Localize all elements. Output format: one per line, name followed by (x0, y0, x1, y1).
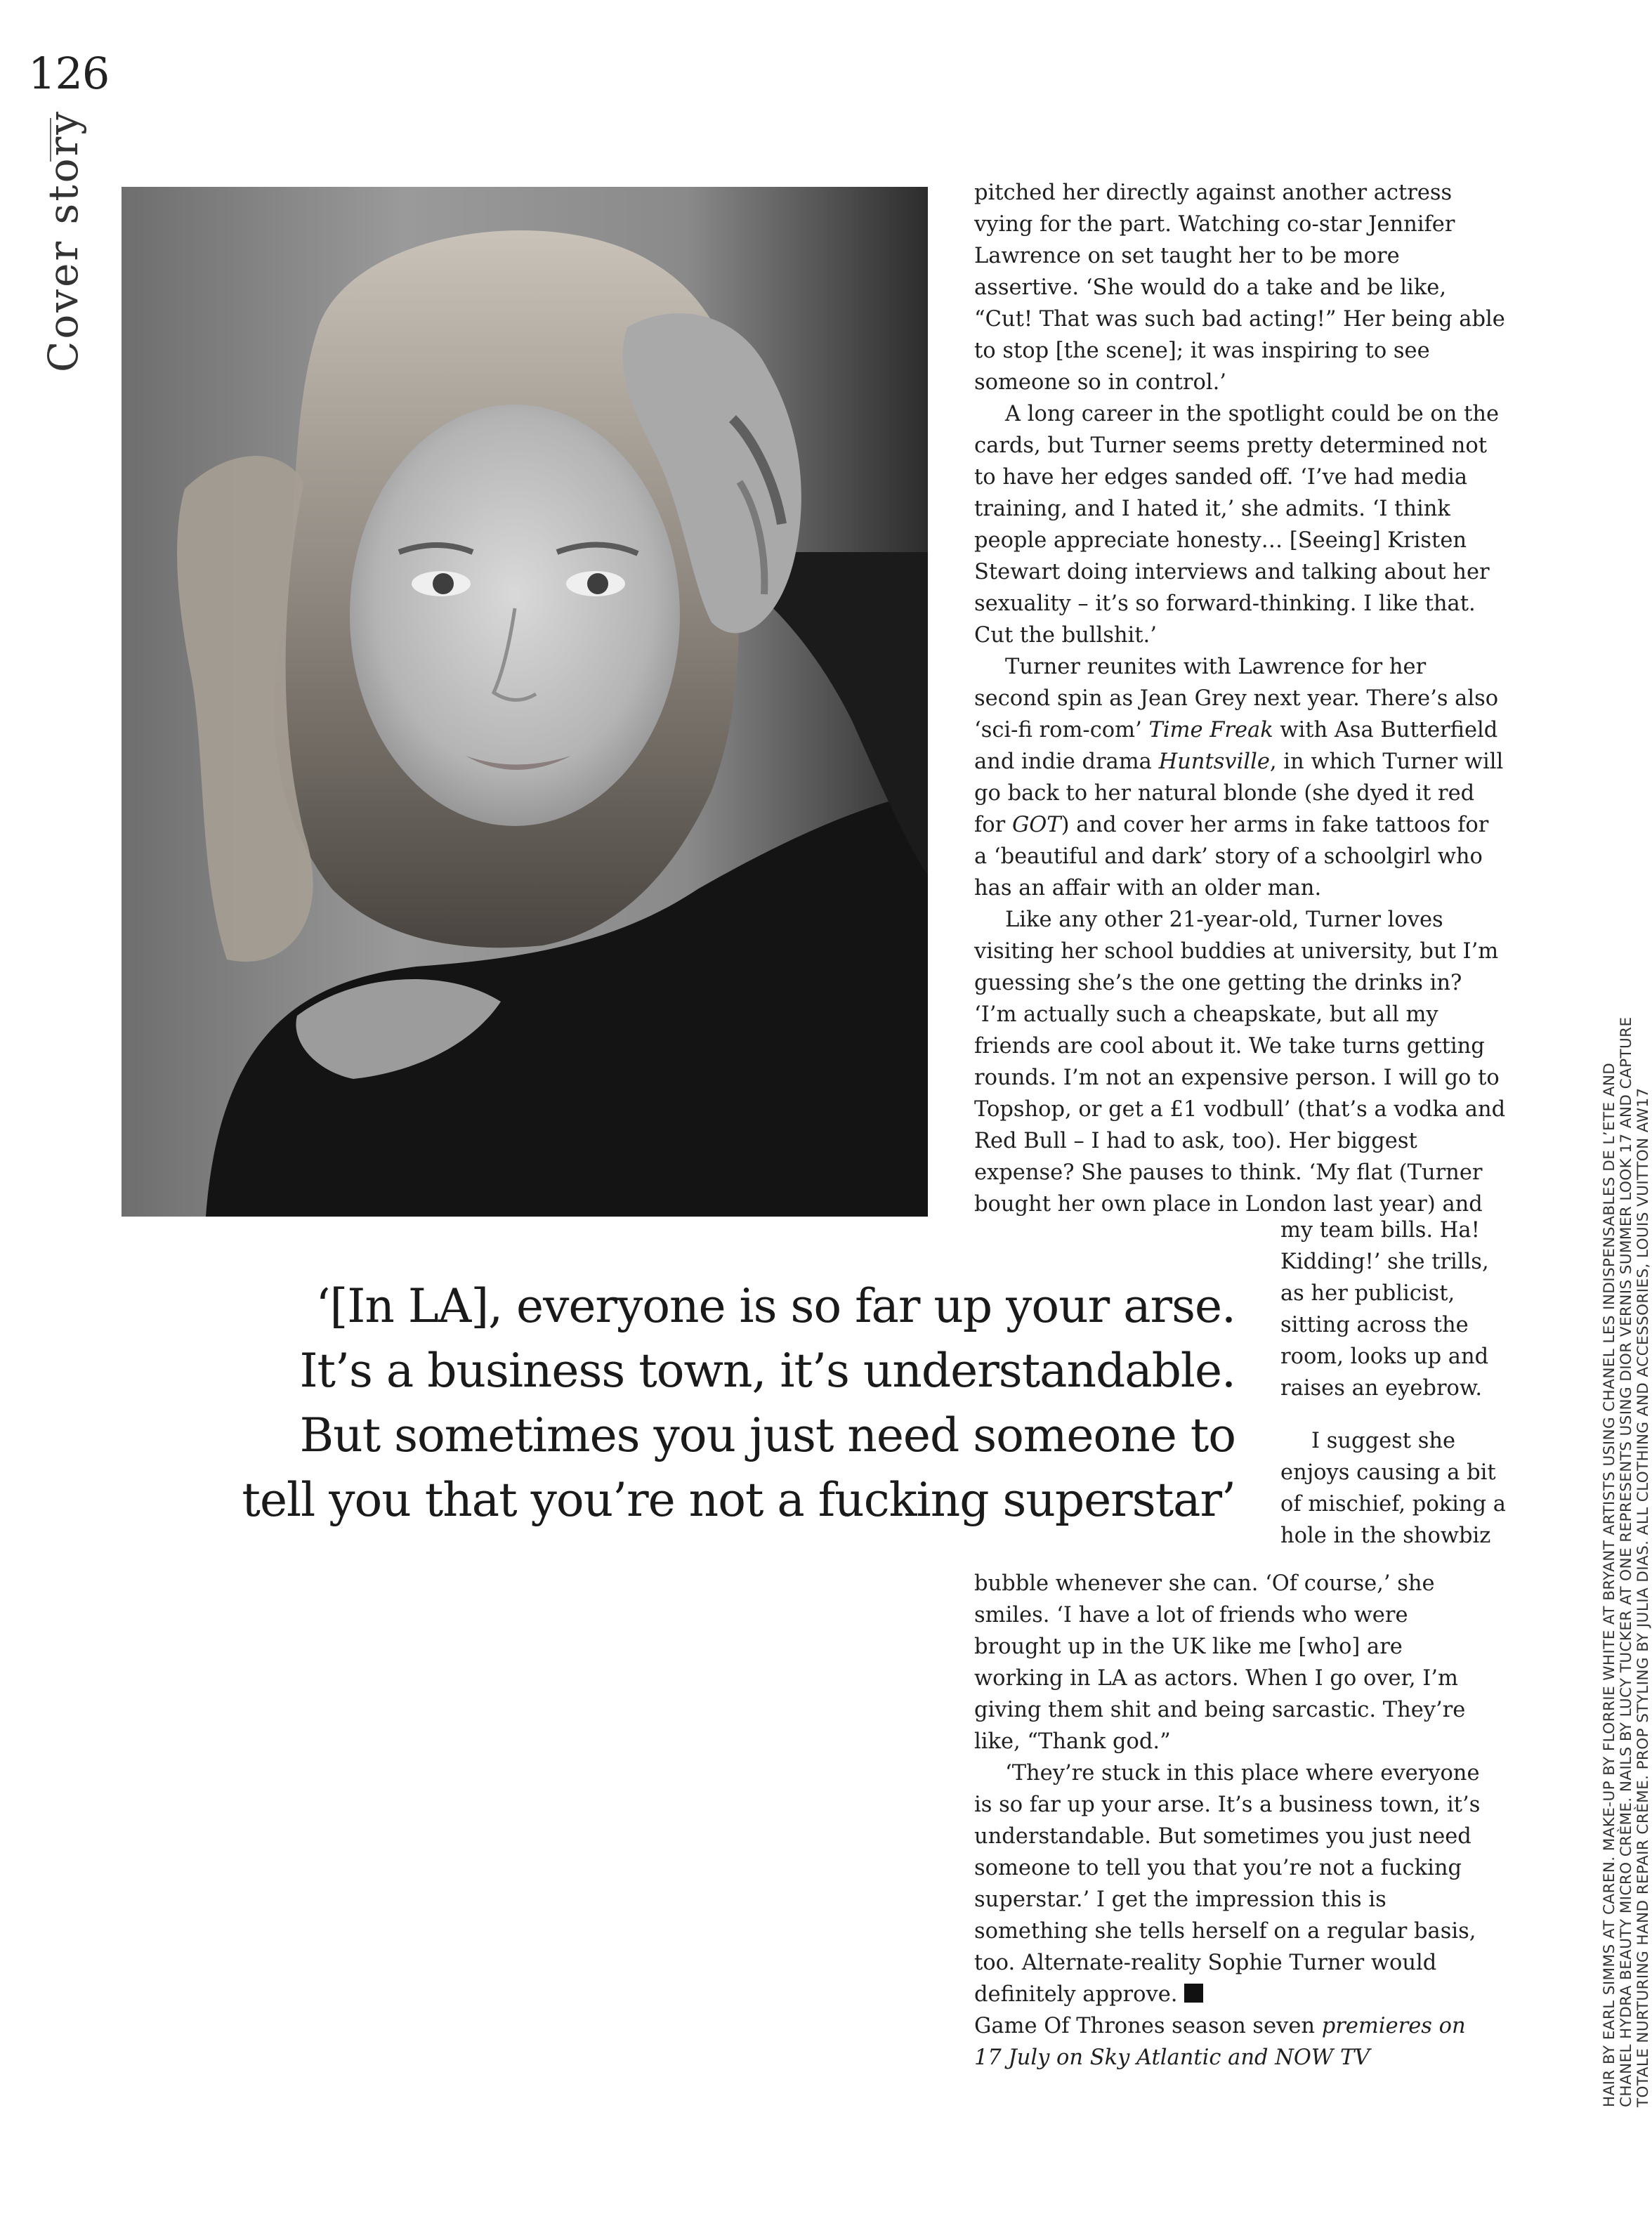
article-paragraph: A long career in the spotlight could be on the cards, but Turner seems pretty determined not to have her edges sanded off. ‘I’ve had media training, and I hated it,’ she admits. ‘I think people appreciate honesty… [Seeing] Kristen Stewart doing interviews and talking about her sexuality – it’s so forward-thinking. I like that. Cut the bullshit.’ (974, 402, 1500, 648)
article-paragraph: pitched her directly against another actress vying for the part. Watching co-star Jennifer Lawrence on set taught her to be more assertive. ‘She would do a take and be like, “Cut! That was such bad acting!” Her being able to stop [the scene]; it was inspiring to see someone so in control.’ (974, 181, 1505, 395)
article-paragraph: I suggest she enjoys causing a bit of mischief, poking a hole in the showbiz (1280, 1429, 1506, 1548)
article-paragraph: my team bills. Ha! Kidding!’ she trills, as her publicist, sitting across the room, looks up and raises an eyebrow. (1280, 1217, 1489, 1401)
text-span: with Asa Butterfield and indie drama (974, 718, 1498, 774)
credit-line: HAIR BY EARL SIMMS AT CAREN. MAKE-UP BY FLORRIE WHITE AT BRYANT ARTISTS USING CHANEL LES INDISPENSABLES DE L’ETE AND (1601, 1062, 1618, 2107)
page-number: 126 (28, 48, 110, 99)
photo-credits (1601, 969, 1652, 2107)
show-title: GOT (1011, 813, 1061, 837)
article-column-top (974, 177, 1508, 1220)
text-span: ‘They’re stuck in this place where everyone is so far up your arse. It’s a business town, it’s understandable. But sometimes you just need someone to tell you that you’re not a fucking superstar.’ I get the impression this is something she tells herself on a regular basis, too. Alternate-reality Sophie Turner would definitely approve. (974, 1761, 1481, 2007)
text-span: , in which Turner will go back to her natural blonde (she dyed it red for (974, 749, 1504, 837)
pull-quote-line: tell you that you’re not a fucking superstar’ (242, 1473, 1235, 1527)
pull-quote-line: But sometimes you just need someone to (299, 1408, 1235, 1462)
pull-quote (112, 1274, 1235, 1533)
article-paragraph: Like any other 21-year-old, Turner loves visiting her school buddies at university, but I’m guessing she’s the one getting the drinks in? ‘I’m actually such a cheapskate, but all my friends are cool about it. We take turns getting rounds. I’m not an expensive person. I will go to Topshop, or get a £1 vodbull’ (that’s a vodka and Red Bull – I had to ask, too). Her biggest expense? She pauses to think. ‘My flat (Turner bought her own place in London last year) and (974, 908, 1506, 1217)
article-column-narrow (1280, 1193, 1512, 1573)
text-span: ) and cover her arms in fake tattoos for a ‘beautiful and dark’ story of a schoolgirl who has an affair with an older man. (974, 813, 1489, 900)
article-paragraph-final (974, 1757, 1494, 2010)
broadcast-note (974, 2010, 1494, 2074)
pull-quote-line: ‘[In LA], everyone is so far up your arse. (315, 1279, 1235, 1333)
text-span: Turner reunites with Lawrence for her second spin as Jean Grey next year. There’s also ‘sci-fi rom-com’ (974, 655, 1499, 742)
section-label: Cover story (39, 109, 87, 372)
article-paragraph: bubble whenever she can. ‘Of course,’ she smiles. ‘I have a lot of friends who were brought up in the UK like me [who] are working in LA as actors. When I go over, I’m giving them shit and being sarcastic. They’re like, “Thank god.” (974, 1571, 1466, 1754)
broadcast-note-italic: premieres on 17 July on Sky Atlantic and NOW TV (974, 2014, 1466, 2070)
end-mark-icon (1184, 1984, 1203, 2003)
article-paragraph-with-titles (974, 651, 1508, 904)
portrait-illustration (122, 187, 928, 1217)
film-title: Time Freak (1148, 718, 1273, 742)
credit-line: CHANEL HYDRA BEAUTY MICRO CRÈME. NAILS BY LUCY TUCKER AT ONE REPRESENTS USING DIOR VERNIS SUMMER LOOK 17 AND CAPTURE (1618, 1016, 1635, 2107)
portrait-photo (122, 187, 928, 1217)
pull-quote-line: It’s a business town, it’s understandable. (299, 1344, 1235, 1398)
credit-line: TOTALE NURTURING HAND REPAIR CRÈME. PROP STYLING BY JULIA DIAS. ALL CLOTHING AND ACCESSORIES, LOUIS VUITTON AW17 (1634, 1087, 1652, 2107)
film-title: Huntsville (1158, 749, 1270, 774)
article-column-bottom (974, 1568, 1494, 2074)
text-span: Game Of Thrones season seven (974, 2014, 1322, 2038)
